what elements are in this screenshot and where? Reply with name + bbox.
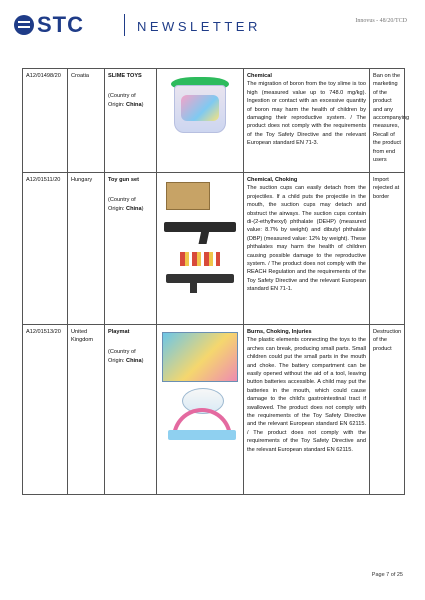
- stc-logo: [14, 12, 84, 38]
- notifying-country: Hungary: [68, 173, 105, 325]
- risk-description-cell: [244, 173, 370, 325]
- risk-description-cell: [244, 69, 370, 173]
- risk-description: The suction cups can easily detach from the projectiles. If a child puts the projectile in the mouth, the suction cups may detach and obstruct the airways. The suction cups contain di-(2-ethylhexyl) phthalate (DEHP) (measured value: 8.7% by weight) and dibutyl phthalate (DBP) (measured value: 12% by weight). These phthalates may harm the health of children causing possible damage to the reproductive system. / The product does not comply with the REACH Regulation and the requirements of the Toy Safety Directive and the relevant European standard EN 71-1.: [247, 185, 366, 293]
- product-image-cell: [157, 69, 244, 173]
- risk-description: The migration of boron from the toy slime is too high (measured value up to 748.0 mg/kg). Ingestion or contact with an excessive quantity of boron may harm the health of children by damaging their reproductive system. / The product does not comply with the requirements of the Toy Safety Directive and the relevant European standard EN 71-3.: [247, 81, 366, 147]
- measures-taken: Ban on the marketing of the product and any accompanying measures, Recall of the product from end users: [370, 69, 405, 173]
- product-image-cell: [157, 325, 244, 495]
- product-name: SLIME TOYS: [108, 73, 142, 79]
- country-of-origin: (Country of Origin: China): [108, 93, 144, 108]
- product-cell: [105, 173, 157, 325]
- table-row: [23, 173, 405, 325]
- product-image-cell: [157, 173, 244, 325]
- page-header: [0, 0, 425, 46]
- page-number: Page 7 of 25: [371, 572, 403, 578]
- risk-description-cell: [244, 325, 370, 495]
- newsletter-title: NEWSLETTER: [137, 19, 261, 34]
- playmat-image: [160, 330, 240, 442]
- toy-gun-image: [160, 178, 240, 298]
- notifying-country: Croatia: [68, 69, 105, 173]
- risk-description: The plastic elements connecting the toys to the arches can break, producing small parts. Small children could put the small parts in the mouth and choke. The battery compartment can be easily opened without the aid of a tool, leaving button batteries accessible. A child may put the batteries in the mouth, which could cause damage to the child's gastrointestinal tract if swallowed. The product does not comply with the requirements of the Toy Safety Directive and the relevant European standard EN 62115. / The product does not comply with the requirements of the Toy Safety Directive and the relevant European standard EN 62115.: [247, 337, 366, 453]
- stc-logo-mark-icon: [14, 15, 34, 35]
- country-of-origin: (Country of Origin: China): [108, 349, 144, 364]
- risk-type: Chemical, Choking: [247, 177, 298, 183]
- recall-table: [22, 68, 410, 495]
- alert-id: A12/01511/20: [23, 173, 68, 325]
- alert-id: A12/01498/20: [23, 69, 68, 173]
- measures-taken: Import rejected at border: [370, 173, 405, 325]
- table-row: [23, 325, 405, 495]
- issue-number: Innovus - 48/20/TCD: [355, 18, 407, 24]
- product-name: Toy gun set: [108, 177, 139, 183]
- slime-toy-image: [165, 75, 235, 137]
- measures-taken: Destruction of the product: [370, 325, 405, 495]
- risk-type: Chemical: [247, 73, 272, 79]
- country-of-origin: (Country of Origin: China): [108, 197, 144, 212]
- product-cell: [105, 325, 157, 495]
- notifying-country: United Kingdom: [68, 325, 105, 495]
- product-name: Playmat: [108, 329, 130, 335]
- logo-text: STC: [37, 12, 84, 37]
- table-row: [23, 69, 405, 173]
- alert-id: A12/01513/20: [23, 325, 68, 495]
- product-cell: [105, 69, 157, 173]
- risk-type: Burns, Choking, Injuries: [247, 329, 312, 335]
- header-divider: [124, 14, 125, 36]
